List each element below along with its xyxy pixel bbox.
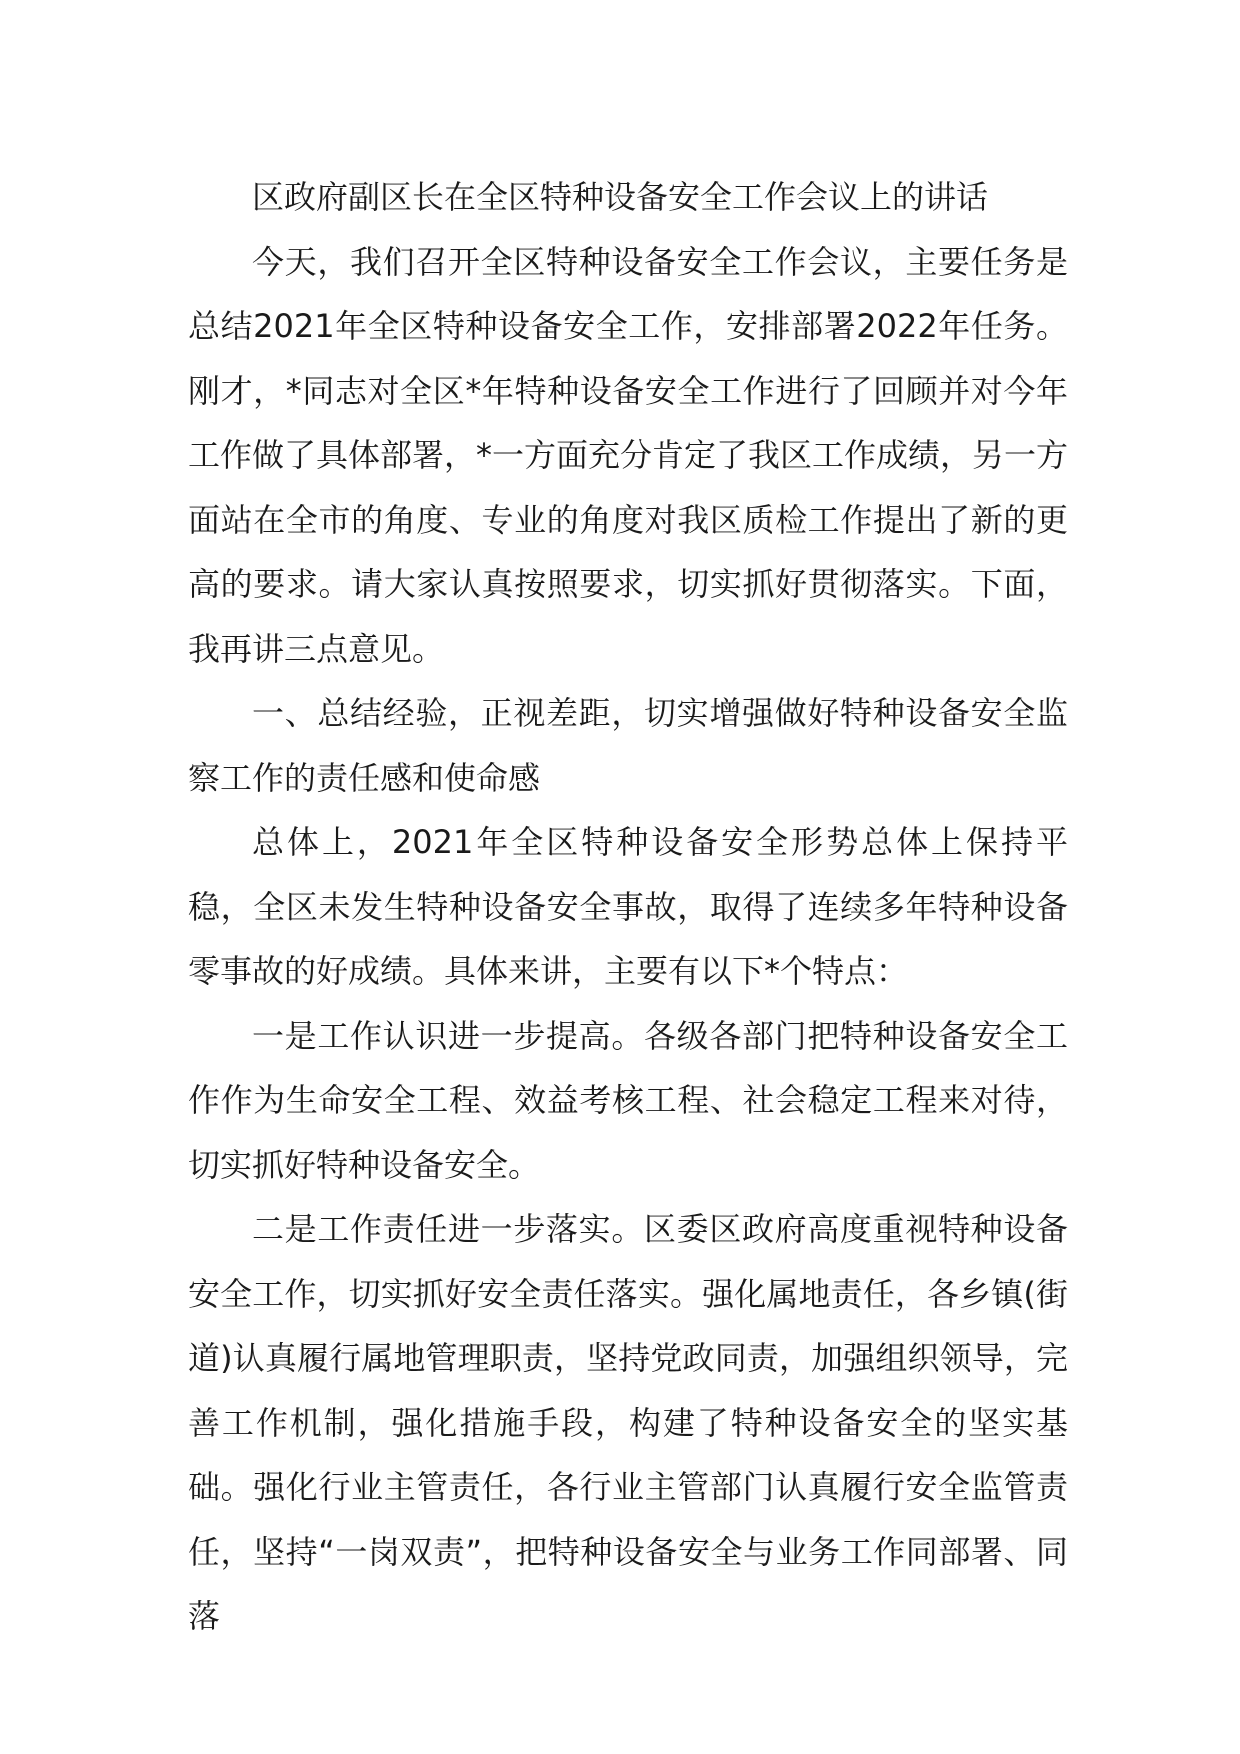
paragraph-point-two: 二是工作责任进一步落实。区委区政府高度重视特种设备安全工作，切实抓好安全责任落实。强化属地责任，各乡镇(街道)认真履行属地管理职责，坚持党政同责，加强组织领导，完善工作机制，强化措施手段，构建了特种设备安全的坚实基础。强化行业主管责任，各行业主管部门认真履行安全监管责任，坚持“一岗双责”，把特种设备安全与业务工作同部署、同落 — [188, 1210, 1068, 1635]
paragraph-point-one: 一是工作认识进一步提高。各级各部门把特种设备安全工作作为生命安全工程、效益考核工程、社会稳定工程来对待，切实抓好特种设备安全。 — [188, 1016, 1068, 1184]
section-heading-one: 一、总结经验，正视差距，切实增强做好特种设备安全监察工作的责任感和使命感 — [188, 694, 1068, 797]
paragraph-overview: 总体上，2021年全区特种设备安全形势总体上保持平稳，全区未发生特种设备安全事故，取得了连续多年特种设备零事故的好成绩。具体来讲，主要有以下*个特点： — [188, 823, 1068, 990]
document-title: 区政府副区长在全区特种设备安全工作会议上的讲话 — [252, 178, 989, 216]
paragraph-opening: 今天，我们召开全区特种设备安全工作会议，主要任务是总结2021年全区特种设备安全工作，安排部署2022年任务。刚才，*同志对全区*年特种设备安全工作进行了回顾并对今年工作做了具体部署，*一方面充分肯定了我区工作成绩，另一方面站在全市的角度、专业的角度对我区质检工作提出了新的更高的要求。请大家认真按照要求，切实抓好贯彻落实。下面，我再讲三点意见。 — [188, 242, 1069, 668]
document-body — [188, 165, 1068, 1649]
